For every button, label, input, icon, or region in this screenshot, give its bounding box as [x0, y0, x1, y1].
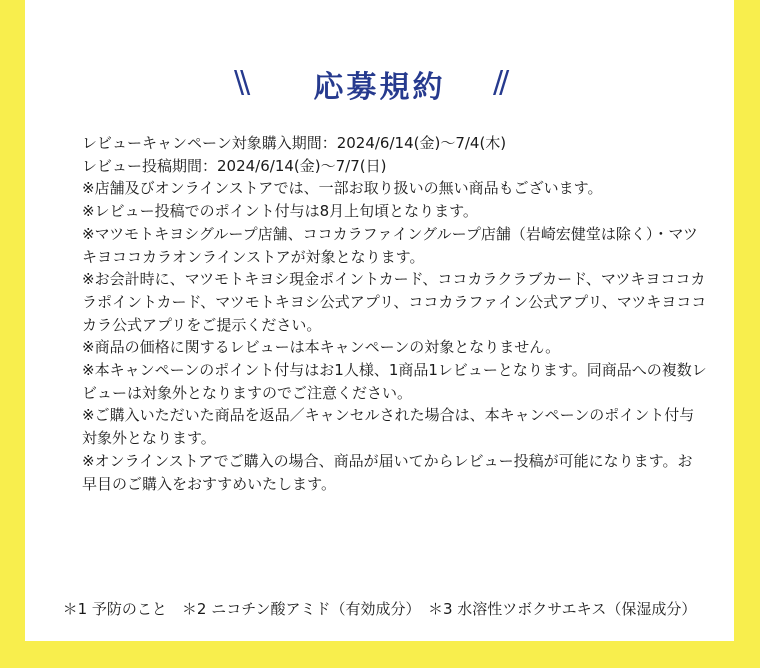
title-row [25, 62, 734, 105]
right-slash-decoration: // [493, 65, 506, 100]
terms-card [25, 0, 734, 641]
term-item: ※マツモトキヨシグループ店舗、ココカラファイングループ店舗（岩崎宏健堂は除く）・マツキヨココカラオンラインストアが対象となります。 [82, 224, 698, 266]
footnote: ＊1 予防のこと ＊2 ニコチン酸アミド（有効成分） ＊3 水溶性ツボクサエキス（保湿成分） [62, 600, 697, 618]
term-item: ※本キャンペーンのポイント付与はお1人様、1商品1レビューとなります。同商品への複数レビューは対象外となりますのでご注意ください。 [82, 361, 707, 402]
term-item: ※商品の価格に関するレビューは本キャンペーンの対象となりません。 [82, 338, 561, 357]
terms-body [82, 132, 707, 495]
term-item: レビューキャンペーン対象購入期間：2024/6/14(金)〜7/4(木) [82, 134, 507, 152]
left-slash-decoration: \\ [234, 65, 247, 100]
term-item: ※レビュー投稿でのポイント付与は8月上旬頃となります。 [82, 202, 478, 221]
term-item: レビュー投稿期間：2024/6/14(金)〜7/7(日) [82, 156, 387, 175]
term-item: ※ご購入いただいた商品を返品／キャンセルされた場合は、本キャンペーンのポイント付与対象外となります。 [82, 406, 695, 448]
page-title: 応募規約 [313, 70, 446, 105]
term-item: ※お会計時に、マツモトキヨシ現金ポイントカード、ココカラクラブカード、マツキヨココカラポイントカード、マツモトキヨシ公式アプリ、ココカラファイン公式アプリ、マツキヨココカラ公式アプリをご提示ください。 [82, 270, 707, 334]
term-item: ※オンラインストアでご購入の場合、商品が届いてからレビュー投稿が可能になります。お早目のご購入をおすすめいたします。 [82, 451, 693, 493]
term-item: ※店舗及びオンラインストアでは、一部お取り扱いの無い商品もございます。 [82, 179, 603, 198]
